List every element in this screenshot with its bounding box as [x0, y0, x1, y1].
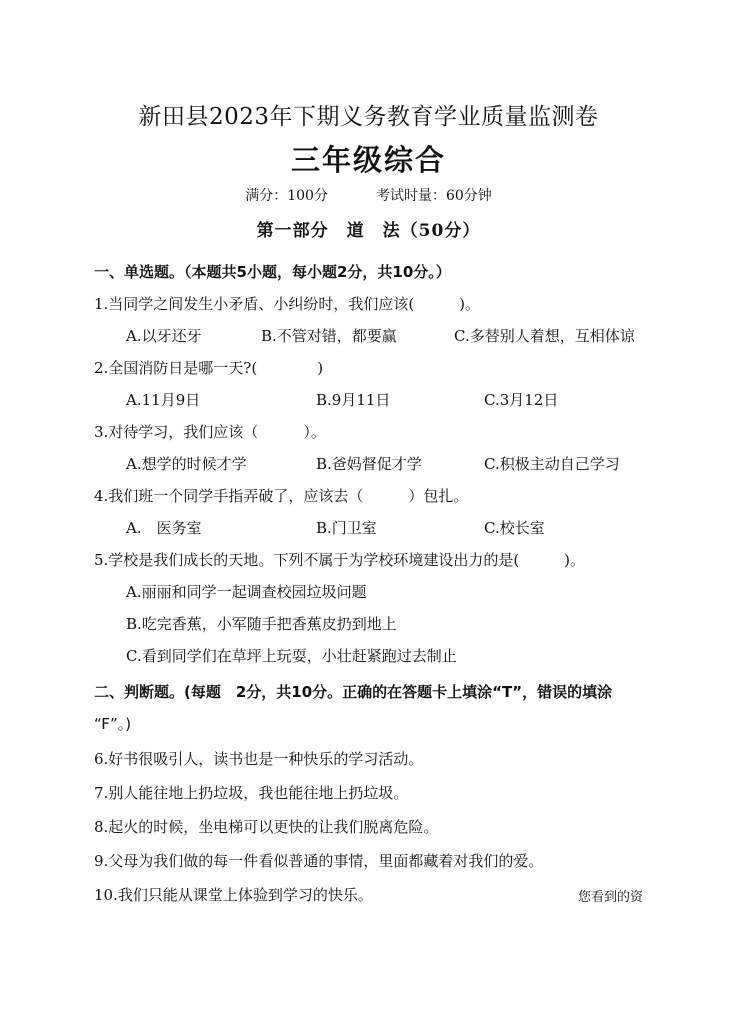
- question-6: 6.好书很吸引人，读书也是一种快乐的学习活动。: [94, 750, 424, 768]
- exam-meta: [0, 185, 737, 205]
- question-8: 8.起火的时候，坐电梯可以更快的让我们脱离危险。: [94, 818, 439, 836]
- question-1-option-b: B.不管对错，都要赢: [261, 327, 397, 345]
- question-2-option-a: A.11月9日: [126, 391, 201, 409]
- question-5-option-b: B.吃完香蕉，小军随手把香蕉皮扔到地上: [126, 615, 397, 633]
- question-2-option-b: B.9月11日: [316, 391, 391, 409]
- full-score: 满分：100分: [245, 188, 328, 204]
- part-title: 第一部分 道 法（50分）: [256, 221, 481, 241]
- question-3: 3.对待学习，我们应该（ ）。: [94, 423, 326, 441]
- question-1-option-c: C.多替别人着想，互相体谅: [454, 327, 635, 345]
- question-9: 9.父母为我们做的每一件看似普通的事情，里面都藏着对我们的爱。: [94, 852, 544, 870]
- section-heading-true-false-cont: “F”。): [94, 715, 132, 733]
- question-4-option-b: B.门卫室: [316, 519, 377, 537]
- question-4: 4.我们班一个同学手指弄破了，应该去（ ）包扎。: [94, 487, 469, 505]
- section-heading-true-false: 二、判断题。(每题 2分，共10分。正确的在答题卡上填涂“T”，错误的填涂: [94, 683, 613, 701]
- question-3-option-a: A.想学的时候才学: [126, 455, 247, 473]
- question-5-option-c: C.看到同学们在草坪上玩耍，小壮赶紧跑过去制止: [126, 647, 457, 665]
- exam-subtitle: 三年级综合: [290, 143, 446, 177]
- question-10: 10.我们只能从课堂上体验到学习的快乐。: [94, 886, 373, 904]
- question-3-option-b: B.爸妈督促才学: [316, 455, 422, 473]
- question-7: 7.别人能往地上扔垃圾，我也能往地上扔垃圾。: [94, 784, 409, 802]
- exam-title: 新田县2023年下期义务教育学业质量监测卷: [138, 104, 599, 130]
- question-1: 1.当同学之间发生小矛盾、小纠纷时，我们应该( )。: [94, 295, 481, 313]
- question-3-option-c: C.积极主动自己学习: [484, 455, 620, 473]
- question-4-option-a: A. 医务室: [126, 519, 202, 537]
- question-5-option-a: A.丽丽和同学一起调查校园垃圾问题: [126, 583, 367, 601]
- question-2-option-c: C.3月12日: [484, 391, 559, 409]
- section-heading-single-choice: 一、单选题。（本题共5小题，每小题2分，共10分。）: [94, 263, 451, 281]
- question-2: 2.全国消防日是哪一天?( ): [94, 359, 324, 377]
- question-1-option-a: A.以牙还牙: [126, 327, 202, 345]
- footer-note: 您看到的资: [577, 890, 643, 905]
- question-4-option-c: C.校长室: [484, 519, 545, 537]
- exam-time: 考试时量：60分钟: [375, 188, 492, 204]
- question-5: 5.学校是我们成长的天地。下列不属于为学校环境建设出力的是( )。: [94, 551, 586, 569]
